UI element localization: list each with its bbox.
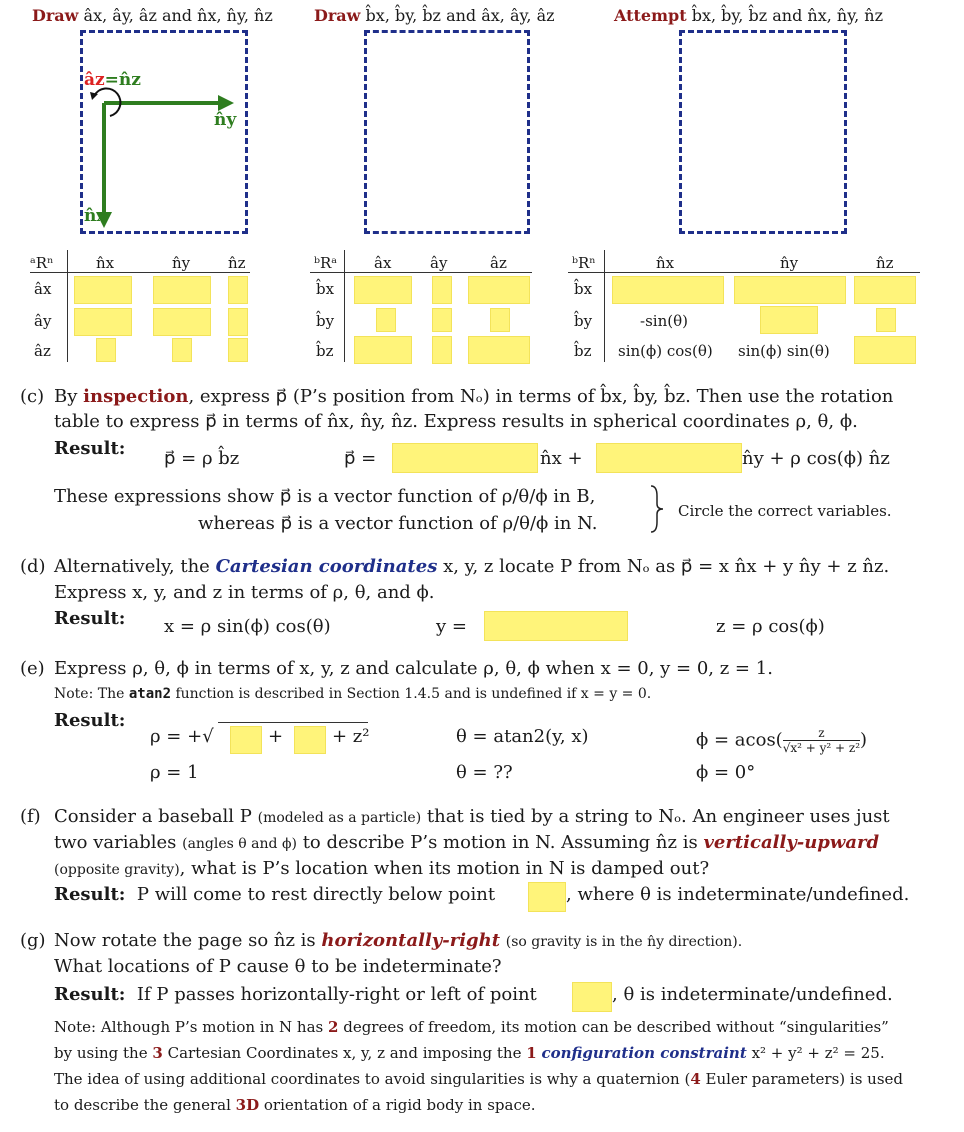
e-label: (e) [20,658,45,679]
f-result-end: , where θ is indeterminate/undefined. [566,884,910,905]
d-line2: Express x, y, and z in terms of ρ, θ, and ϕ. [54,582,435,603]
answer-box[interactable] [528,882,566,912]
input-cell[interactable] [612,276,724,304]
table2-col: âz [490,254,507,272]
input-cell[interactable] [228,308,248,336]
input-cell[interactable] [432,336,452,364]
input-cell[interactable] [74,276,132,304]
table3-row: b̂x [574,280,593,298]
d-z: z = ρ cos(ϕ) [716,616,825,637]
table2-corner: ᵇRᵃ [314,254,338,272]
table3-corner: ᵇRⁿ [572,254,596,272]
d-result: Result: [54,608,126,629]
input-cell[interactable] [854,336,916,364]
table2-col: ây [430,254,448,272]
answer-box[interactable] [294,726,326,754]
e-plus: + [268,726,284,747]
input-cell[interactable] [74,308,132,336]
table1-col: n̂y [172,254,191,272]
g-label: (g) [20,930,46,951]
f-line2: two variables (angles θ and ϕ) to describe P’s motion in N. Assuming n̂z is vertically-upward [54,832,880,853]
e-line1: Express ρ, θ, ϕ in terms of x, y, z and calculate ρ, θ, ϕ when x = 0, y = 0, z = 1. [54,658,773,679]
input-cell[interactable] [432,276,452,304]
table2-row: b̂x [316,280,335,298]
table3-bz-ny: sin(ϕ) sin(θ) [738,342,830,360]
c-line2: table to express p⃗ in terms of n̂x, n̂y, n̂z. Express results in spherical coordinates ρ, θ, ϕ. [54,411,858,432]
table1-col: n̂x [96,254,115,272]
input-cell[interactable] [172,338,192,362]
f-result-line: Result: P will come to rest directly below point [54,884,496,905]
c-p-n-start: p⃗ = [344,448,377,469]
table3-row: b̂y [574,312,593,330]
d-y: y = [436,616,467,637]
draw-box-3[interactable] [679,30,847,234]
table2-row: b̂y [316,312,335,330]
g-note-2: by using the 3 Cartesian Coordinates x, y, z and imposing the 1 configuration constraint x² + y² + z² = 25. [54,1044,885,1062]
panel2-header: Draw b̂x, b̂y, b̂z and âx, ây, âz [314,6,555,25]
c-p-n-end: n̂y + ρ cos(ϕ) n̂z [742,448,890,469]
input-cell[interactable] [490,308,510,332]
input-cell[interactable] [354,336,412,364]
input-cell[interactable] [876,308,896,332]
answer-box[interactable] [392,443,538,473]
table2-row: b̂z [316,342,334,360]
table3-by-nx: -sin(θ) [640,312,688,330]
panel3-header: Attempt b̂x, b̂y, b̂z and n̂x, n̂y, n̂z [614,6,884,25]
g-note-4: to describe the general 3D orientation of a rigid body in space. [54,1096,536,1114]
input-cell[interactable] [468,276,530,304]
e-rho-value: ρ = 1 [150,762,199,783]
table1-col: n̂z [228,254,246,272]
table3-col: n̂y [780,254,799,272]
g-line1: Now rotate the page so n̂z is horizontally-right (so gravity is in the n̂y direction). [54,930,743,951]
f-line3: (opposite gravity), what is P’s location when its motion in N is damped out? [54,858,710,879]
input-cell[interactable] [734,276,846,304]
ny-arrowhead [218,95,234,111]
draw-box-2[interactable] [364,30,530,234]
d-label: (d) [20,556,46,577]
answer-box[interactable] [572,982,612,1012]
input-cell[interactable] [153,308,211,336]
e-theta-value: θ = ?? [456,762,513,783]
g-result-line: Result: If P passes horizontally-right or left of point [54,984,537,1005]
table1-row: âx [34,280,52,298]
input-cell[interactable] [153,276,211,304]
g-note-3: The idea of using additional coordinates to avoid singularities is why a quaternion (4 Euler parameters) is used [54,1070,904,1088]
input-cell[interactable] [432,308,452,332]
g-result-end: , θ is indeterminate/undefined. [612,984,893,1005]
e-note: Note: The atan2 function is described in Section 1.4.5 and is undefined if x = y = 0. [54,686,652,702]
table1-corner: ᵃRⁿ [30,254,54,272]
f-line1: Consider a baseball P (modeled as a particle) that is tied by a string to Nₒ. An engineer uses just [54,806,890,827]
g-note-1: Note: Although P’s motion in N has 2 degrees of freedom, its motion can be described without “singularities” [54,1018,889,1036]
table1-row: ây [34,312,52,330]
c-label: (c) [20,386,45,407]
g-line2: What locations of P cause θ to be indeterminate? [54,956,502,977]
e-rho: ρ = +√ [150,726,214,747]
input-cell[interactable] [228,276,248,304]
e-plusz: + z² [332,726,370,747]
vector-diagram [80,30,248,234]
c-show2: whereas p⃗ is a vector function of ρ/θ/ϕ in N. [198,513,598,534]
e-theta: θ = atan2(y, x) [456,726,589,747]
panel1-header: Draw âx, ây, âz and n̂x, n̂y, n̂z [32,6,273,25]
table3-col: n̂z [876,254,894,272]
answer-box[interactable] [484,611,628,641]
c-result: Result: [54,438,126,459]
e-result: Result: [54,710,126,731]
table3-bz-nx: sin(ϕ) cos(θ) [618,342,713,360]
f-label: (f) [20,806,41,827]
az-nz-label: âz=n̂z [84,70,141,90]
table1-row: âz [34,342,51,360]
d-x: x = ρ sin(ϕ) cos(θ) [164,616,331,637]
table3-row: b̂z [574,342,592,360]
e-phi: ϕ = acos( $\frac{z}{\text{√x² + y² + z²}}$ ) [696,726,868,755]
input-cell[interactable] [376,308,396,332]
input-cell[interactable] [468,336,530,364]
answer-box[interactable] [596,443,742,473]
input-cell[interactable] [96,338,116,362]
input-cell[interactable] [760,306,818,334]
input-cell[interactable] [854,276,916,304]
brace-icon [648,484,666,534]
input-cell[interactable] [228,338,248,362]
e-phi-value: ϕ = 0° [696,762,756,783]
table2-col: âx [374,254,392,272]
d-line1: Alternatively, the Cartesian coordinates x, y, z locate P from Nₒ as p⃗ = x n̂x + y n̂y + z n̂z. [54,556,890,577]
c-circle-note: Circle the correct variables. [678,502,892,520]
c-line1: By inspection, express p⃗ (P’s position from Nₒ) in terms of b̂x, b̂y, b̂z. Then use the rotation [54,386,894,407]
answer-box[interactable] [230,726,262,754]
table3-col: n̂x [656,254,675,272]
input-cell[interactable] [354,276,412,304]
c-p-b: p⃗ = ρ b̂z [164,448,240,469]
c-show1: These expressions show p⃗ is a vector function of ρ/θ/ϕ in B, [54,486,596,507]
nx-label: n̂x [84,206,107,226]
ny-label: n̂y [214,110,237,130]
c-p-n-mid: n̂x + [540,448,583,469]
